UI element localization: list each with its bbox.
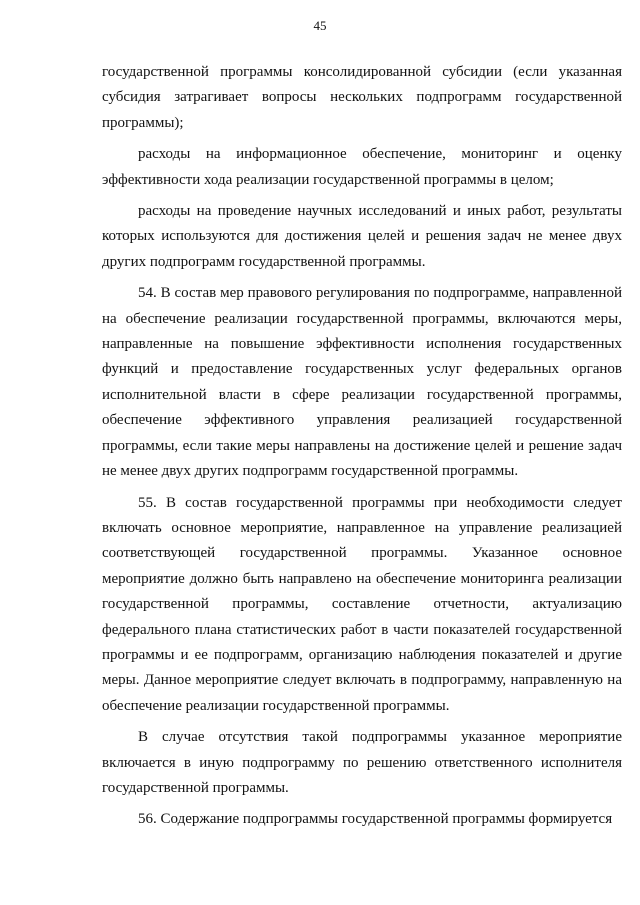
paragraph-information-expenses: расходы на информационное обеспечение, мониторинг и оценку эффективности хода реализации государственной программы в целом; (102, 146, 622, 188)
paragraph-56: 56. Содержание подпрограммы государственной программы формируется (138, 811, 613, 828)
paragraph-no-subprogram-case: В случае отсутствия такой подпрограммы указанное мероприятие включается в иную подпрограмму по решению ответственного исполнителя государственной программы. (102, 729, 622, 796)
paragraph-subsidy-continuation: государственной программы консолидированной субсидии (если указанная субсидия затрагивает вопросы нескольких подпрограмм государственной программы); (102, 64, 622, 131)
paragraph-54: 54. В состав мер правового регулирования по подпрограмме, направленной на обеспечение реализации государственной программы, включаются меры, направленные на повышение эффективности исполнения государственных функций и предоставление государственных услуг федеральных органов исполнительной власти в сфере реализации государственной программы, обеспечение эффективного управления реализацией государственной программы, если такие меры направлены на достижение целей и решение задач не менее двух других подпрограмм государственной программы. (102, 285, 622, 480)
paragraph-55: 55. В состав государственной программы при необходимости следует включать основное мероприятие, направленное на управление реализацией соответствующей государственной программы. Указанное основное мероприятие должно быть направлено на обеспечение мониторинга реализации государственной программы, составление отчетности, актуализацию федерального плана статистических работ в части показателей государственной программы и ее подпрограмм, организацию наблюдения показателей и другие меры. Данное мероприятие следует включать в подпрограмму, направленную на обеспечение реализации государственной программы. (102, 494, 622, 714)
document-body (102, 60, 622, 839)
page-number: 45 (313, 18, 327, 33)
paragraph-research-expenses: расходы на проведение научных исследований и иных работ, результаты которых используются для достижения целей и решения задач не менее двух других подпрограмм государственной программы. (102, 203, 622, 270)
